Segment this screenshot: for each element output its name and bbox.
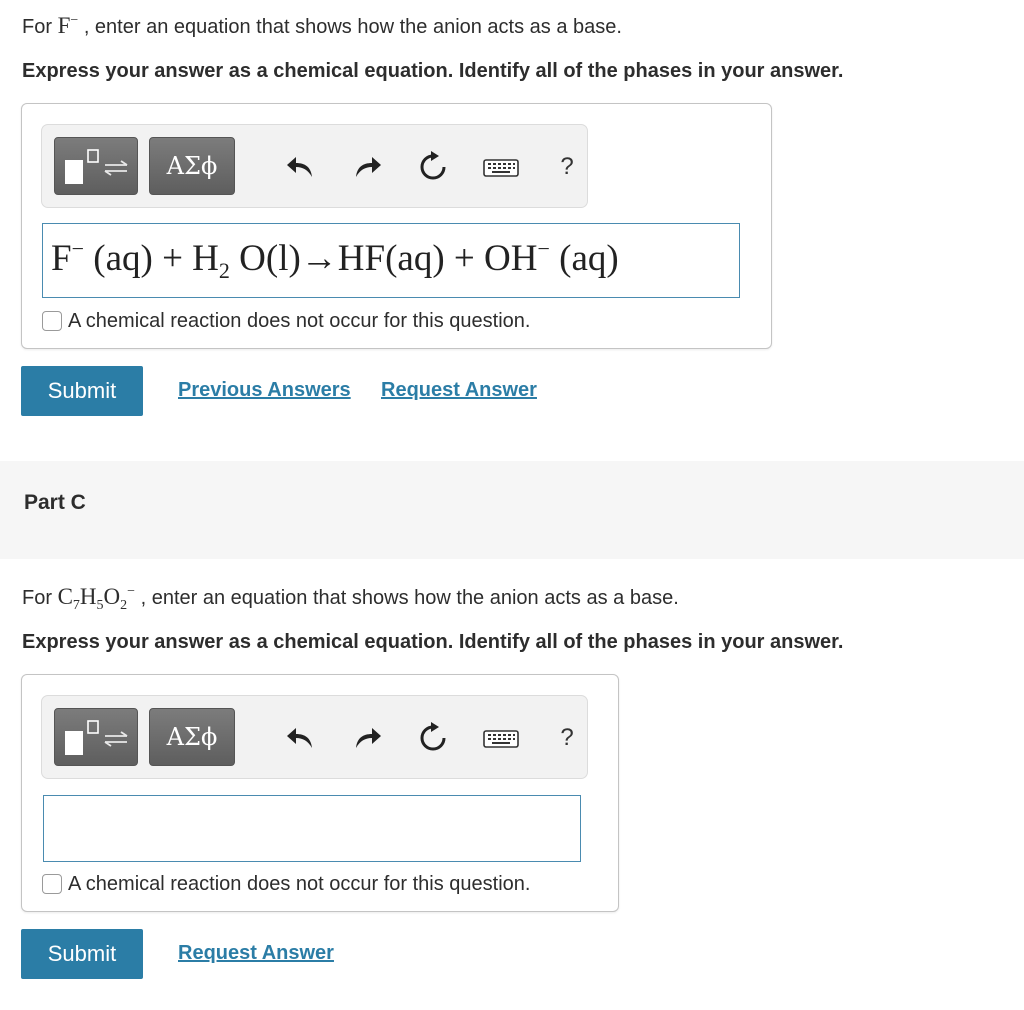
eq-segment: (aq) xyxy=(549,238,619,279)
eq-charge: − xyxy=(71,236,84,261)
formula-symbol: H xyxy=(79,584,97,609)
reset-icon[interactable] xyxy=(416,150,450,184)
formula-subscript: 7 xyxy=(72,598,80,613)
no-reaction-label: A chemical reaction does not occur for this question. xyxy=(68,310,531,332)
keyboard-icon[interactable] xyxy=(482,150,522,184)
templates-icon xyxy=(55,138,139,196)
symbols-button[interactable]: ΑΣϕ xyxy=(149,708,235,766)
no-reaction-label: A chemical reaction does not occur for this question. xyxy=(68,873,531,895)
formula-subscript: 5 xyxy=(96,598,104,613)
eq-segment: O(l)→HF(aq) + OH xyxy=(229,238,538,279)
formula-symbol: C xyxy=(57,584,73,609)
part-b-instruction: Express your answer as a chemical equation. Identify all of the phases in your answer. xyxy=(22,60,844,82)
prompt-suffix: , enter an equation that shows how the anion acts as a base. xyxy=(135,587,679,609)
reset-icon[interactable] xyxy=(416,721,450,755)
help-button[interactable]: ? xyxy=(560,153,574,180)
keyboard-icon[interactable] xyxy=(482,721,522,755)
redo-icon[interactable] xyxy=(350,721,384,755)
undo-icon[interactable] xyxy=(284,721,318,755)
templates-icon xyxy=(55,709,139,767)
equation-input[interactable] xyxy=(43,795,581,862)
equation-display xyxy=(43,224,739,294)
redo-icon[interactable] xyxy=(350,150,384,184)
previous-answers-link[interactable]: Previous Answers xyxy=(178,379,351,401)
eq-segment: F xyxy=(51,238,72,279)
prompt-suffix: , enter an equation that shows how the anion acts as a base. xyxy=(78,16,622,38)
equation-input[interactable] xyxy=(42,223,740,298)
request-answer-link[interactable]: Request Answer xyxy=(178,942,334,964)
eq-segment: (aq) + H xyxy=(84,238,219,279)
eq-charge: − xyxy=(537,236,550,261)
math-toolbar xyxy=(41,695,588,779)
templates-button[interactable] xyxy=(54,137,138,195)
no-reaction-checkbox[interactable] xyxy=(42,874,62,894)
answer-box xyxy=(21,103,772,349)
no-reaction-option[interactable] xyxy=(42,310,530,333)
symbols-button[interactable]: ΑΣϕ xyxy=(149,137,235,195)
request-answer-link[interactable]: Request Answer xyxy=(381,379,537,401)
prompt-prefix: For xyxy=(22,587,58,609)
no-reaction-option[interactable] xyxy=(42,873,530,896)
templates-button[interactable] xyxy=(54,708,138,766)
part-c-header[interactable] xyxy=(0,461,1024,559)
formula-subscript: 2 xyxy=(120,598,128,613)
formula-charge: − xyxy=(127,584,136,599)
formula-charge: − xyxy=(70,13,79,28)
math-toolbar xyxy=(41,124,588,208)
formula-symbol: F xyxy=(57,13,71,38)
part-c-prompt xyxy=(22,584,679,613)
part-c-instruction: Express your answer as a chemical equation. Identify all of the phases in your answer. xyxy=(22,631,844,653)
undo-icon[interactable] xyxy=(284,150,318,184)
part-title: Part C xyxy=(24,491,86,514)
no-reaction-checkbox[interactable] xyxy=(42,311,62,331)
eq-subscript: 2 xyxy=(218,258,230,283)
formula-symbol: O xyxy=(103,584,121,609)
prompt-prefix: For xyxy=(22,16,58,38)
anion-formula xyxy=(57,584,136,613)
part-b-prompt xyxy=(22,14,622,39)
submit-button[interactable]: Submit xyxy=(21,929,143,979)
submit-button[interactable]: Submit xyxy=(21,366,143,416)
anion-formula xyxy=(58,13,79,38)
answer-box xyxy=(21,674,619,912)
help-button[interactable]: ? xyxy=(560,724,574,751)
